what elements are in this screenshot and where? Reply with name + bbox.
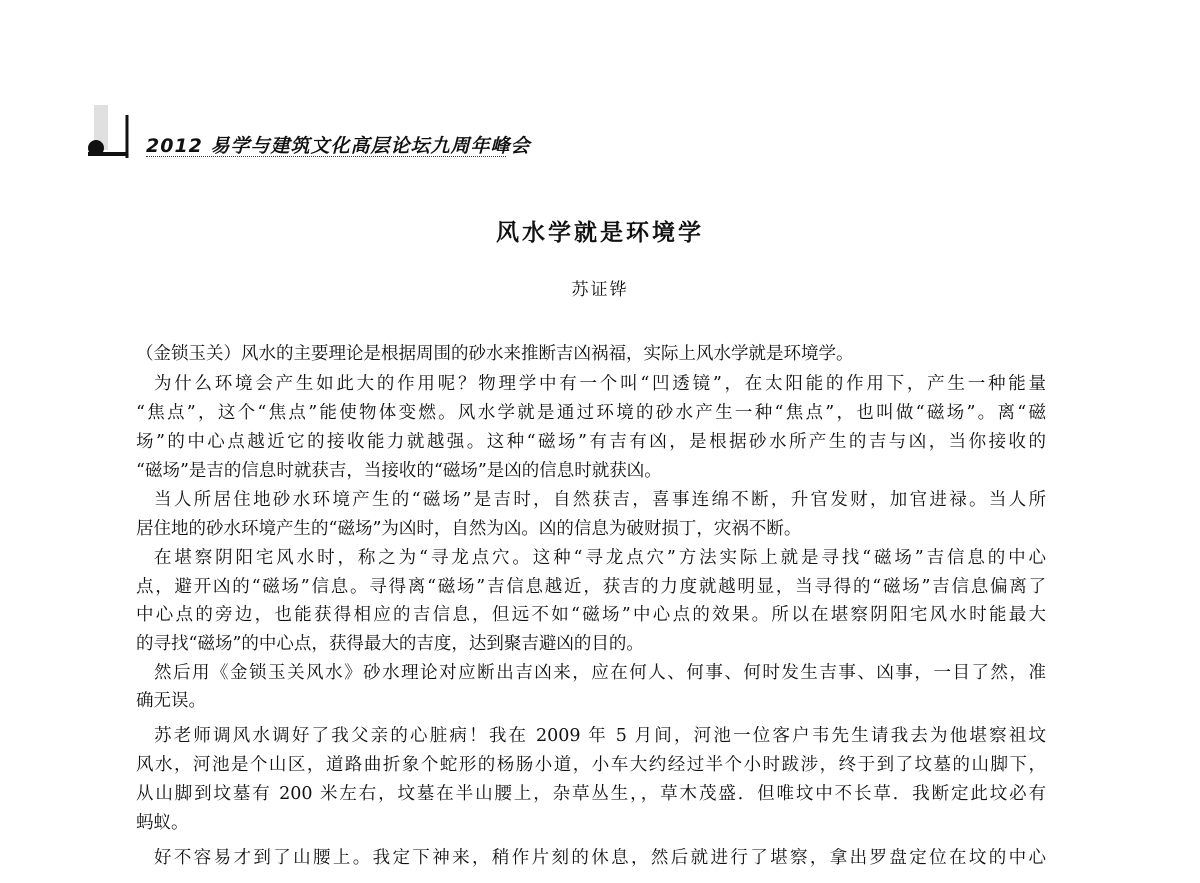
running-header: 2012 易学与建筑文化高层论坛九周年峰会 <box>146 135 531 157</box>
body-line: 居住地的砂水环境产生的“磁场”为凶时，自然为凶。凶的信息为破财损丁，灾祸不断。 <box>136 519 802 539</box>
body-line: （金锁玉关）风水的主要理论是根据周围的砂水来推断吉凶祸福，实际上风水学就是环境学。 <box>136 344 854 364</box>
body-line: 点，避开凶的“磁场”信息。寻得离“磁场”吉信息越近，获吉的力度就越明显，当寻得的“磁场”吉信息偏离了 <box>136 577 1046 597</box>
body-line: 风水，河池是个山区，道路曲折象个蛇形的杨肠小道，小车大约经过半个小时跋涉，终于到了坟墓的山脚下， <box>136 755 1046 775</box>
body-line: 从山脚到坟墓有 200 米左右，坟墓在半山腰上，杂草丛生，，草木茂盛．但唯坟中不长草．我断定此坟必有 <box>136 784 1046 804</box>
body-line: 确无误。 <box>136 691 206 711</box>
body-line: 中心点的旁边，也能获得相应的吉信息，但远不如“磁场”中心点的效果。所以在堪察阴阳宅风水时能最大 <box>136 605 1046 625</box>
header-divider <box>146 156 506 157</box>
header-logo-icon <box>82 100 142 160</box>
body-line: 在堪察阴阳宅风水时，称之为“寻龙点穴。这种“寻龙点穴”方法实际上就是寻找“磁场”吉信息的中心 <box>154 548 1046 568</box>
body-line: 蚂蚁。 <box>136 813 189 833</box>
body-line: 为什么环境会产生如此大的作用呢？物理学中有一个叫“凹透镜”，在太阳能的作用下，产生一种能量 <box>154 374 1046 394</box>
article-title: 风水学就是环境学 <box>496 220 704 246</box>
body-line: 场”的中心点越近它的接收能力就越强。这种“磁场”有吉有凶，是根据砂水所产生的吉与凶，当你接收的 <box>136 432 1046 452</box>
body-line: “磁场”是吉的信息时就获吉，当接收的“磁场”是凶的信息时就获凶。 <box>136 461 662 481</box>
body-line: 苏老师调风水调好了我父亲的心脏病！我在 2009 年 5 月间，河池一位客户韦先生请我去为他堪察祖坟 <box>154 726 1046 746</box>
body-line: 的寻找“磁场”的中心点，获得最大的吉度，达到聚吉避凶的目的。 <box>136 634 644 654</box>
body-line: 当人所居住地砂水环境产生的“磁场”是吉时，自然获吉，喜事连绵不断，升官发财，加官进禄。当人所 <box>154 490 1046 510</box>
body-line: “焦点”，这个“焦点”能使物体变燃。风水学就是通过环境的砂水产生一种“焦点”，也叫做“磁场”。离“磁 <box>136 403 1046 423</box>
body-line: 好不容易才到了山腰上。我定下神来，稍作片刻的休息，然后就进行了堪察，拿出罗盘定位在坟的中心 <box>154 848 1046 868</box>
article-author: 苏证铧 <box>571 280 629 300</box>
body-line: 然后用《金锁玉关风水》砂水理论对应断出吉凶来，应在何人、何事、何时发生吉事、凶事，一目了然，准 <box>154 663 1046 683</box>
